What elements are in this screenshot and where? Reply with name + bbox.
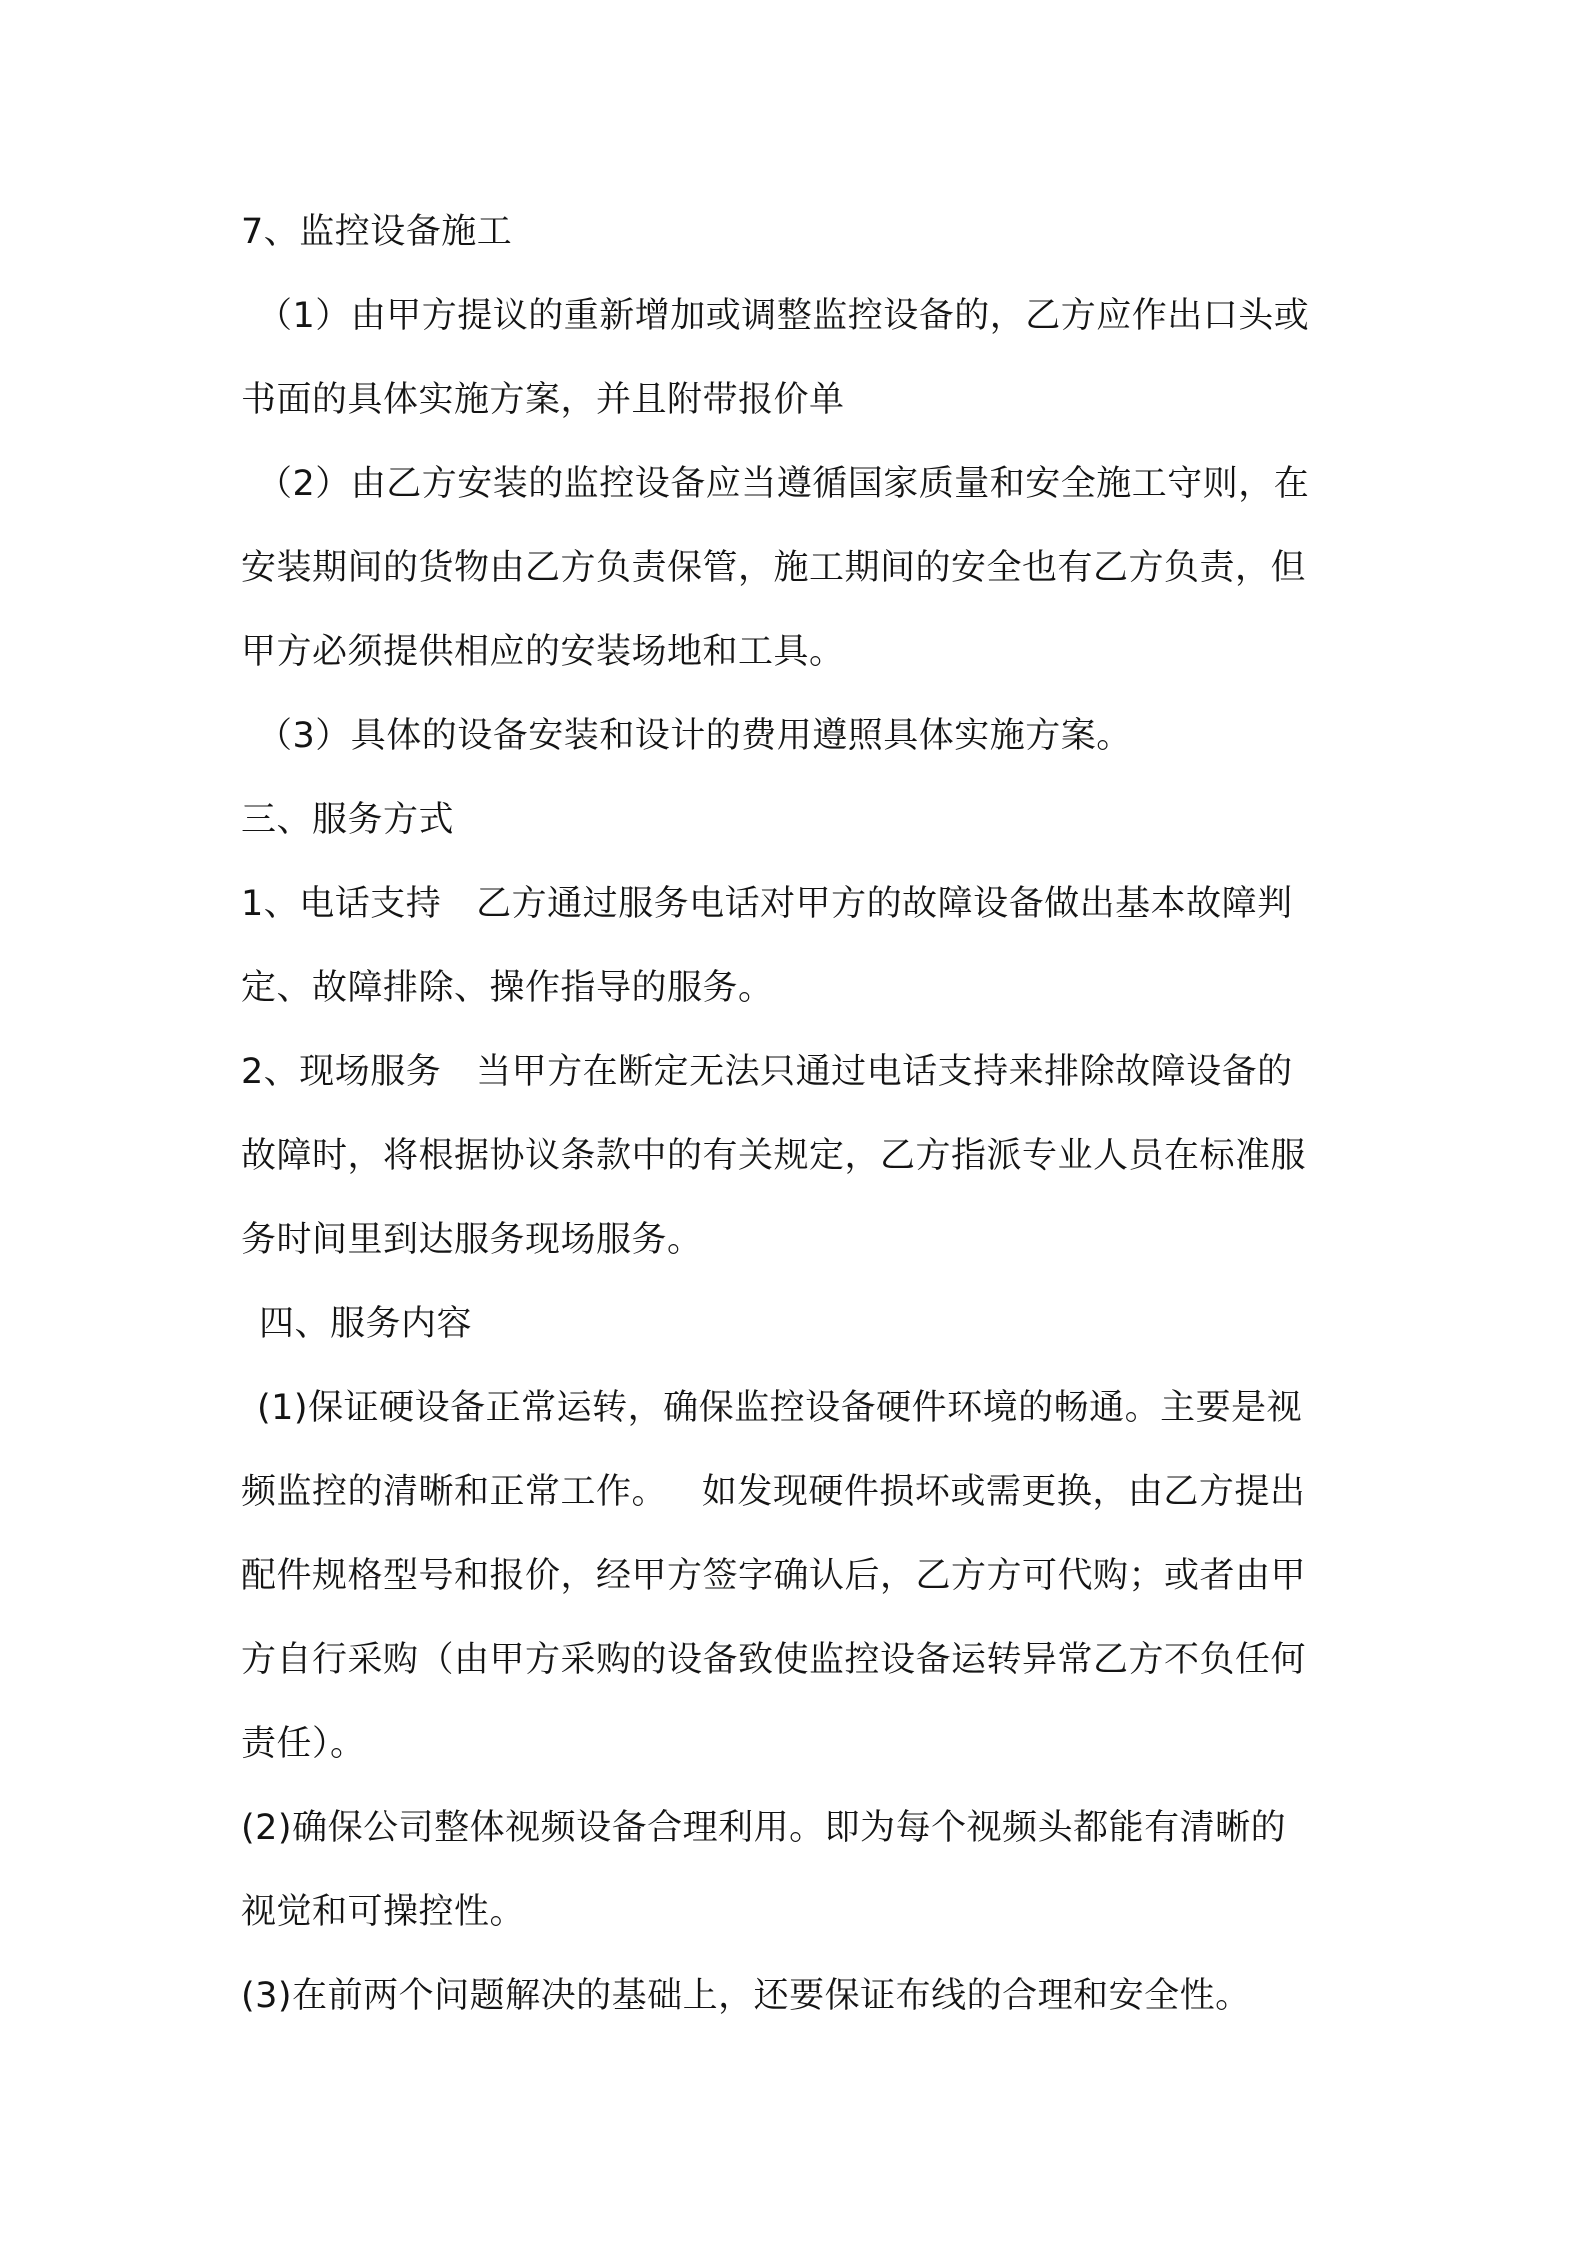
paragraph-line: 视觉和可操控性。 [241,1892,526,1932]
paragraph-line: （1）由甲方提议的重新增加或调整监控设备的，乙方应作出口头或 [257,296,1310,336]
paragraph-line: (1)保证硬设备正常运转，确保监控设备硬件环境的畅通。主要是视 [257,1388,1303,1428]
paragraph-line: 方自行采购（由甲方采购的设备致使监控设备运转异常乙方不负任何 [241,1640,1307,1680]
paragraph-line: 书面的具体实施方案，并且附带报价单 [241,380,845,420]
paragraph-line: 频监控的清晰和正常工作。 如发现硬件损坏或需更换，由乙方提出 [241,1472,1306,1512]
heading-service-mode: 三、服务方式 [241,800,455,840]
paragraph-line: （3）具体的设备安装和设计的费用遵照具体实施方案。 [257,716,1132,756]
heading-construction: 7、监控设备施工 [241,212,513,252]
paragraph-line: 定、故障排除、操作指导的服务。 [241,968,774,1008]
paragraph-line: 务时间里到达服务现场服务。 [241,1220,703,1260]
document-page [241,190,1356,2038]
heading-service-content: 四、服务内容 [259,1304,473,1344]
paragraph-line: 1、电话支持 乙方通过服务电话对甲方的故障设备做出基本故障判 [241,884,1293,924]
paragraph-line: 甲方必须提供相应的安装场地和工具。 [241,632,845,672]
paragraph-line: 故障时，将根据协议条款中的有关规定，乙方指派专业人员在标准服 [241,1136,1307,1176]
paragraph-line: (2)确保公司整体视频设备合理利用。即为每个视频头都能有清晰的 [241,1808,1287,1848]
paragraph-line: 配件规格型号和报价，经甲方签字确认后，乙方方可代购；或者由甲 [241,1556,1307,1596]
paragraph-line: 责任）。 [241,1724,366,1764]
paragraph-line: 安装期间的货物由乙方负责保管，施工期间的安全也有乙方负责，但 [241,548,1307,588]
paragraph-line: (3)在前两个问题解决的基础上，还要保证布线的合理和安全性。 [241,1976,1251,2016]
paragraph-line: （2）由乙方安装的监控设备应当遵循国家质量和安全施工守则，在 [257,464,1310,504]
paragraph-line: 2、现场服务 当甲方在断定无法只通过电话支持来排除故障设备的 [241,1052,1293,1092]
